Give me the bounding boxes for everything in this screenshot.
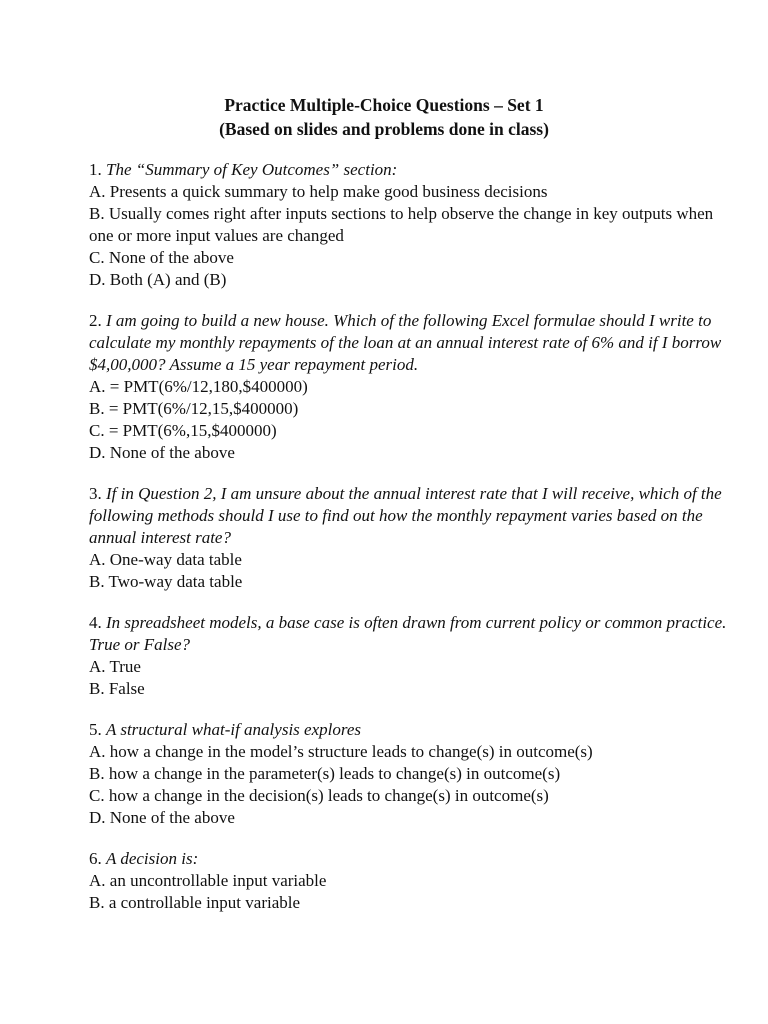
question-3 bbox=[89, 483, 729, 593]
option-b: B. Two-way data table bbox=[89, 572, 243, 591]
option-a: A. = PMT(6%/12,180,$400000) bbox=[89, 377, 308, 396]
question-prompt bbox=[89, 719, 729, 741]
option-b: B. how a change in the parameter(s) leads to change(s) in outcome(s) bbox=[89, 764, 561, 783]
question-4 bbox=[89, 612, 729, 700]
document-title bbox=[0, 93, 768, 141]
question-text: I am going to build a new house. Which of the following Excel formulae should I write to calculate my monthly repayments of the loan at an annual interest rate of 6% and if I borrow $4,00,000? Assume a 15 year repayment period. bbox=[89, 311, 722, 374]
question-list bbox=[89, 159, 729, 933]
option-c: C. how a change in the decision(s) leads to change(s) in outcome(s) bbox=[89, 786, 549, 805]
question-text: A decision is: bbox=[106, 849, 199, 868]
option-a: A. an uncontrollable input variable bbox=[89, 871, 327, 890]
option-a: A. how a change in the model’s structure leads to change(s) in outcome(s) bbox=[89, 742, 593, 761]
option-d: D. Both (A) and (B) bbox=[89, 270, 227, 289]
question-text: The “Summary of Key Outcomes” section: bbox=[106, 160, 398, 179]
option-d: D. None of the above bbox=[89, 443, 235, 462]
question-prompt bbox=[89, 159, 729, 181]
question-number: 3. bbox=[89, 484, 102, 503]
question-2 bbox=[89, 310, 729, 464]
question-text: If in Question 2, I am unsure about the annual interest rate that I will receive, which of the following methods should I use to find out how the monthly repayment varies based on the annual interest rate? bbox=[89, 484, 722, 547]
question-number: 1. bbox=[89, 160, 102, 179]
title-line-1: Practice Multiple-Choice Questions – Set 1 bbox=[224, 95, 544, 115]
question-prompt bbox=[89, 310, 729, 376]
option-b: B. = PMT(6%/12,15,$400000) bbox=[89, 399, 299, 418]
option-c: C. None of the above bbox=[89, 248, 234, 267]
option-c: C. = PMT(6%,15,$400000) bbox=[89, 421, 277, 440]
question-number: 5. bbox=[89, 720, 102, 739]
question-prompt bbox=[89, 612, 729, 656]
option-a: A. One-way data table bbox=[89, 550, 242, 569]
question-prompt bbox=[89, 483, 729, 549]
question-number: 4. bbox=[89, 613, 102, 632]
option-b: B. False bbox=[89, 679, 145, 698]
question-text: A structural what-if analysis explores bbox=[106, 720, 361, 739]
question-prompt bbox=[89, 848, 729, 870]
question-1 bbox=[89, 159, 729, 291]
question-number: 2. bbox=[89, 311, 102, 330]
question-text: In spreadsheet models, a base case is often drawn from current policy or common practice. True or False? bbox=[89, 613, 727, 654]
option-b: B. Usually comes right after inputs sections to help observe the change in key outputs when one or more input values are changed bbox=[89, 204, 714, 245]
option-b: B. a controllable input variable bbox=[89, 893, 301, 912]
option-a: A. Presents a quick summary to help make good business decisions bbox=[89, 182, 548, 201]
question-5 bbox=[89, 719, 729, 829]
title-line-2: (Based on slides and problems done in class) bbox=[219, 119, 549, 139]
question-number: 6. bbox=[89, 849, 102, 868]
option-d: D. None of the above bbox=[89, 808, 235, 827]
question-6 bbox=[89, 848, 729, 914]
option-a: A. True bbox=[89, 657, 141, 676]
